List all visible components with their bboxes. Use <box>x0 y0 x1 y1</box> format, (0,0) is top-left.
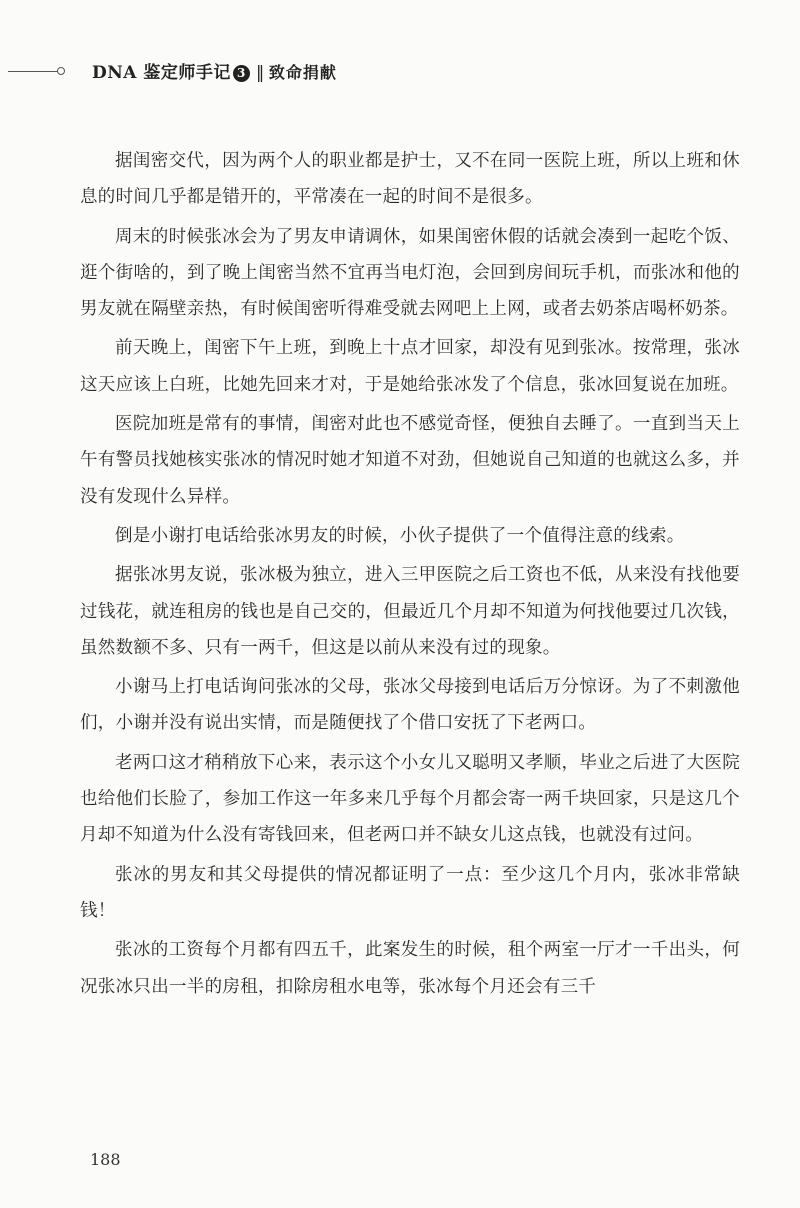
paragraph-4: 医院加班是常有的事情，闺密对此也不感觉奇怪，便独自去睡了。一直到当天上午有警员找她核实张冰的情况时她才知道不对劲，但她说自己知道的也就这么多，并没有发现什么异样。 <box>80 414 740 507</box>
book-subtitle: 致命捐献 <box>268 63 337 82</box>
paragraph-1: 据闺密交代，因为两个人的职业都是护士，又不在同一医院上班，所以上班和休息的时间几乎都是错开的，平常凑在一起的时间不是很多。 <box>80 151 740 208</box>
running-header <box>0 58 800 88</box>
paragraph-7: 小谢马上打电话询问张冰的父母，张冰父母接到电话后万分惊讶。为了不刺激他们，小谢并没有说出实情，而是随便找了个借口安抚了下老两口。 <box>80 677 740 734</box>
paragraph-10: 张冰的工资每个月都有四五千，此案发生的时候，租个两室一厅才一千出头，何况张冰只出一半的房租，扣除房租水电等，张冰每个月还会有三千 <box>80 940 740 997</box>
paragraph-9: 张冰的男友和其父母提供的情况都证明了一点：至少这几个月内，张冰非常缺钱！ <box>80 864 740 921</box>
volume-number-badge: 3 <box>233 65 250 82</box>
book-title <box>92 58 337 83</box>
paragraph-5: 倒是小谢打电话给张冰男友的时候，小伙子提供了一个值得注意的线索。 <box>115 525 685 546</box>
paragraph-6: 据张冰男友说，张冰极为独立，进入三甲医院之后工资也不低，从来没有找他要过钱花，就连租房的钱也是自己交的，但最近几个月却不知道为何找他要过几次钱，虽然数额不多、只有一两千，但这是以前从来没有过的现象。 <box>80 565 740 658</box>
header-rule <box>8 71 58 72</box>
paragraph-2: 周末的时候张冰会为了男友申请调休，如果闺密休假的话就会凑到一起吃个饭、逛个街啥的，到了晚上闺密当然不宜再当电灯泡，会回到房间玩手机，而张冰和他的男友就在隔壁亲热，有时候闺密听得难受就去网吧上上网，或者去奶茶店喝杯奶茶。 <box>80 226 740 320</box>
title-separator: ‖ <box>255 63 265 83</box>
paragraph-8: 老两口这才稍稍放下心来，表示这个小女儿又聪明又孝顺，毕业之后进了大医院也给他们长脸了，参加工作这一年多来几乎每个月都会寄一两千块回家，只是这几个月却不知道为什么没有寄钱回来，但老两口并不缺女儿这点钱，也就没有过问。 <box>80 752 740 846</box>
book-title-text: DNA 鉴定师手记 <box>92 63 231 83</box>
page-body <box>80 143 740 1008</box>
paragraph-3: 前天晚上，闺密下午上班，到晚上十点才回家，却没有见到张冰。按常理，张冰这天应该上白班，比她先回来才对，于是她给张冰发了个信息，张冰回复说在加班。 <box>80 338 740 395</box>
header-ornament-icon <box>57 67 65 75</box>
page-number: 188 <box>90 1150 121 1169</box>
